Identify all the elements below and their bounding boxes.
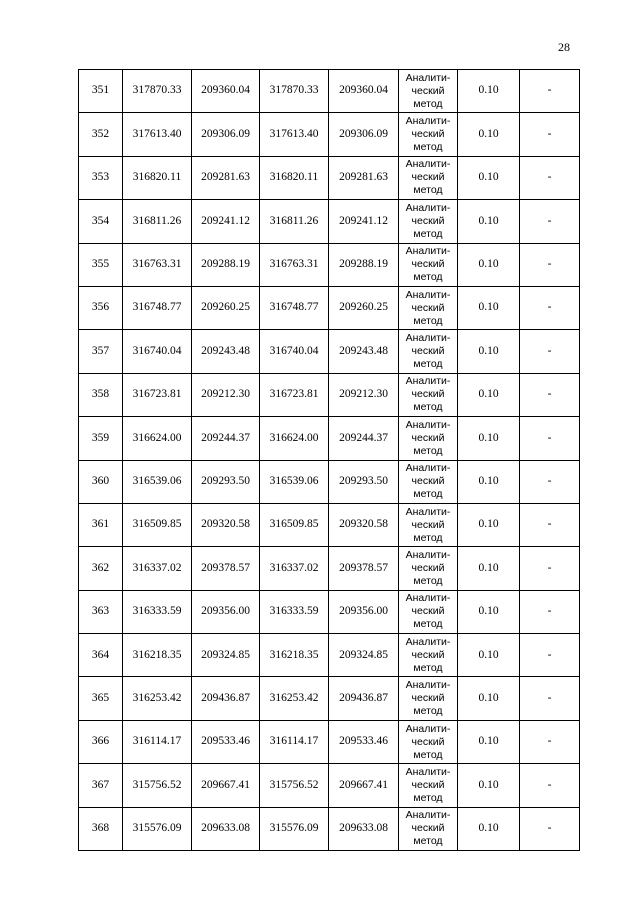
- x-coordinate-cell: 316539.06: [123, 460, 192, 503]
- x-coordinate-cell: 317870.33: [123, 70, 192, 113]
- x-coordinate-2-cell: 316114.17: [260, 720, 329, 763]
- method-cell: [399, 677, 458, 720]
- x-coordinate-2-cell: 316811.26: [260, 200, 329, 243]
- x-coordinate-2-cell: 316509.85: [260, 503, 329, 546]
- point-number-cell: 352: [79, 113, 123, 156]
- method-text-line: ческий: [411, 735, 445, 748]
- method-cell: [399, 547, 458, 590]
- method-text-line: ческий: [411, 128, 445, 141]
- method-text-line: метод: [413, 358, 443, 371]
- note-cell: -: [520, 286, 580, 329]
- x-coordinate-2-cell: 316740.04: [260, 330, 329, 373]
- point-number-cell: 357: [79, 330, 123, 373]
- table-row: [79, 547, 580, 590]
- method-text-line: Аналити-: [405, 809, 451, 822]
- y-coordinate-cell: 209293.50: [192, 460, 260, 503]
- accuracy-cell: 0.10: [458, 286, 520, 329]
- accuracy-cell: 0.10: [458, 417, 520, 460]
- method-text-line: ческий: [411, 518, 445, 531]
- method-cell: [399, 70, 458, 113]
- y-coordinate-cell: 209288.19: [192, 243, 260, 286]
- method-text-line: метод: [413, 227, 443, 240]
- accuracy-cell: 0.10: [458, 677, 520, 720]
- y-coordinate-cell: 209244.37: [192, 417, 260, 460]
- method-text-line: ческий: [411, 605, 445, 618]
- method-text-line: метод: [413, 661, 443, 674]
- table-row: [79, 720, 580, 763]
- note-cell: -: [520, 373, 580, 416]
- method-text-line: ческий: [411, 171, 445, 184]
- note-cell: -: [520, 634, 580, 677]
- point-number-cell: 355: [79, 243, 123, 286]
- table-body: [79, 70, 580, 851]
- y-coordinate-cell: 209667.41: [192, 764, 260, 807]
- accuracy-cell: 0.10: [458, 70, 520, 113]
- method-text-line: метод: [413, 401, 443, 414]
- y-coordinate-2-cell: 209260.25: [329, 286, 399, 329]
- method-cell: [399, 286, 458, 329]
- table-row: [79, 70, 580, 113]
- y-coordinate-2-cell: 209356.00: [329, 590, 399, 633]
- y-coordinate-cell: 209306.09: [192, 113, 260, 156]
- method-text-line: Аналити-: [405, 592, 451, 605]
- note-cell: -: [520, 113, 580, 156]
- method-cell: [399, 373, 458, 416]
- accuracy-cell: 0.10: [458, 720, 520, 763]
- note-cell: -: [520, 590, 580, 633]
- table-row: [79, 503, 580, 546]
- x-coordinate-2-cell: 317870.33: [260, 70, 329, 113]
- point-number-cell: 360: [79, 460, 123, 503]
- method-text-line: Аналити-: [405, 115, 451, 128]
- accuracy-cell: 0.10: [458, 634, 520, 677]
- method-cell: [399, 200, 458, 243]
- table-row: [79, 634, 580, 677]
- method-text-line: ческий: [411, 648, 445, 661]
- note-cell: -: [520, 70, 580, 113]
- table-row: [79, 243, 580, 286]
- method-text-line: ческий: [411, 431, 445, 444]
- table-row: [79, 677, 580, 720]
- method-text-line: метод: [413, 618, 443, 631]
- x-coordinate-cell: 316748.77: [123, 286, 192, 329]
- method-text-line: метод: [413, 531, 443, 544]
- method-text-line: метод: [413, 141, 443, 154]
- y-coordinate-2-cell: 209533.46: [329, 720, 399, 763]
- y-coordinate-2-cell: 209244.37: [329, 417, 399, 460]
- accuracy-cell: 0.10: [458, 503, 520, 546]
- table-row: [79, 113, 580, 156]
- x-coordinate-2-cell: 316763.31: [260, 243, 329, 286]
- x-coordinate-2-cell: 316748.77: [260, 286, 329, 329]
- method-cell: [399, 503, 458, 546]
- method-text-line: метод: [413, 835, 443, 848]
- note-cell: -: [520, 330, 580, 373]
- accuracy-cell: 0.10: [458, 200, 520, 243]
- method-cell: [399, 590, 458, 633]
- y-coordinate-2-cell: 209324.85: [329, 634, 399, 677]
- method-text-line: метод: [413, 97, 443, 110]
- point-number-cell: 364: [79, 634, 123, 677]
- y-coordinate-2-cell: 209288.19: [329, 243, 399, 286]
- y-coordinate-cell: 209360.04: [192, 70, 260, 113]
- page-number: 28: [558, 40, 570, 54]
- method-text-line: ческий: [411, 214, 445, 227]
- y-coordinate-2-cell: 209360.04: [329, 70, 399, 113]
- table-row: [79, 417, 580, 460]
- table-row: [79, 764, 580, 807]
- method-text-line: Аналити-: [405, 505, 451, 518]
- y-coordinate-cell: 209356.00: [192, 590, 260, 633]
- y-coordinate-cell: 209533.46: [192, 720, 260, 763]
- y-coordinate-2-cell: 209243.48: [329, 330, 399, 373]
- note-cell: -: [520, 677, 580, 720]
- method-cell: [399, 720, 458, 763]
- accuracy-cell: 0.10: [458, 330, 520, 373]
- y-coordinate-cell: 209324.85: [192, 634, 260, 677]
- method-text-line: Аналити-: [405, 679, 451, 692]
- point-number-cell: 361: [79, 503, 123, 546]
- method-text-line: Аналити-: [405, 288, 451, 301]
- y-coordinate-2-cell: 209306.09: [329, 113, 399, 156]
- point-number-cell: 362: [79, 547, 123, 590]
- method-text-line: метод: [413, 574, 443, 587]
- accuracy-cell: 0.10: [458, 373, 520, 416]
- method-cell: [399, 460, 458, 503]
- method-cell: [399, 243, 458, 286]
- note-cell: -: [520, 417, 580, 460]
- method-text-line: ческий: [411, 84, 445, 97]
- method-cell: [399, 807, 458, 850]
- method-text-line: ческий: [411, 345, 445, 358]
- method-text-line: ческий: [411, 301, 445, 314]
- x-coordinate-cell: 316624.00: [123, 417, 192, 460]
- method-text-line: метод: [413, 748, 443, 761]
- point-number-cell: 368: [79, 807, 123, 850]
- y-coordinate-cell: 209633.08: [192, 807, 260, 850]
- note-cell: -: [520, 807, 580, 850]
- y-coordinate-cell: 209243.48: [192, 330, 260, 373]
- method-text-line: ческий: [411, 822, 445, 835]
- point-number-cell: 351: [79, 70, 123, 113]
- x-coordinate-2-cell: 317613.40: [260, 113, 329, 156]
- y-coordinate-2-cell: 209281.63: [329, 156, 399, 199]
- x-coordinate-2-cell: 316723.81: [260, 373, 329, 416]
- y-coordinate-2-cell: 209293.50: [329, 460, 399, 503]
- y-coordinate-cell: 209260.25: [192, 286, 260, 329]
- point-number-cell: 367: [79, 764, 123, 807]
- table-row: [79, 373, 580, 416]
- x-coordinate-2-cell: 315756.52: [260, 764, 329, 807]
- x-coordinate-cell: 316218.35: [123, 634, 192, 677]
- x-coordinate-cell: 316763.31: [123, 243, 192, 286]
- method-cell: [399, 113, 458, 156]
- method-text-line: Аналити-: [405, 635, 451, 648]
- accuracy-cell: 0.10: [458, 113, 520, 156]
- y-coordinate-2-cell: 209633.08: [329, 807, 399, 850]
- note-cell: -: [520, 503, 580, 546]
- method-text-line: Аналити-: [405, 722, 451, 735]
- method-text-line: Аналити-: [405, 375, 451, 388]
- x-coordinate-2-cell: 316624.00: [260, 417, 329, 460]
- y-coordinate-2-cell: 209320.58: [329, 503, 399, 546]
- method-text-line: Аналити-: [405, 332, 451, 345]
- note-cell: -: [520, 764, 580, 807]
- accuracy-cell: 0.10: [458, 156, 520, 199]
- note-cell: -: [520, 720, 580, 763]
- method-text-line: Аналити-: [405, 462, 451, 475]
- point-number-cell: 353: [79, 156, 123, 199]
- method-text-line: ческий: [411, 692, 445, 705]
- method-text-line: ческий: [411, 778, 445, 791]
- table-row: [79, 460, 580, 503]
- method-text-line: метод: [413, 444, 443, 457]
- method-text-line: ческий: [411, 388, 445, 401]
- accuracy-cell: 0.10: [458, 807, 520, 850]
- method-text-line: ческий: [411, 258, 445, 271]
- accuracy-cell: 0.10: [458, 764, 520, 807]
- point-number-cell: 366: [79, 720, 123, 763]
- method-text-line: метод: [413, 184, 443, 197]
- y-coordinate-cell: 209436.87: [192, 677, 260, 720]
- x-coordinate-cell: 315576.09: [123, 807, 192, 850]
- table-row: [79, 807, 580, 850]
- accuracy-cell: 0.10: [458, 590, 520, 633]
- method-cell: [399, 417, 458, 460]
- method-text-line: метод: [413, 791, 443, 804]
- coordinates-table: [78, 69, 580, 851]
- note-cell: -: [520, 156, 580, 199]
- method-text-line: Аналити-: [405, 71, 451, 84]
- method-text-line: Аналити-: [405, 765, 451, 778]
- x-coordinate-cell: 316333.59: [123, 590, 192, 633]
- point-number-cell: 365: [79, 677, 123, 720]
- method-text-line: Аналити-: [405, 418, 451, 431]
- method-text-line: метод: [413, 271, 443, 284]
- method-cell: [399, 330, 458, 373]
- note-cell: -: [520, 200, 580, 243]
- note-cell: -: [520, 460, 580, 503]
- point-number-cell: 359: [79, 417, 123, 460]
- point-number-cell: 358: [79, 373, 123, 416]
- note-cell: -: [520, 243, 580, 286]
- x-coordinate-cell: 316723.81: [123, 373, 192, 416]
- x-coordinate-2-cell: 316337.02: [260, 547, 329, 590]
- method-text-line: ческий: [411, 475, 445, 488]
- method-text-line: ческий: [411, 561, 445, 574]
- y-coordinate-cell: 209212.30: [192, 373, 260, 416]
- table-row: [79, 156, 580, 199]
- x-coordinate-2-cell: 316539.06: [260, 460, 329, 503]
- accuracy-cell: 0.10: [458, 460, 520, 503]
- x-coordinate-cell: 316740.04: [123, 330, 192, 373]
- x-coordinate-cell: 316820.11: [123, 156, 192, 199]
- point-number-cell: 356: [79, 286, 123, 329]
- accuracy-cell: 0.10: [458, 547, 520, 590]
- x-coordinate-2-cell: 315576.09: [260, 807, 329, 850]
- y-coordinate-cell: 209320.58: [192, 503, 260, 546]
- method-cell: [399, 764, 458, 807]
- method-text-line: метод: [413, 488, 443, 501]
- y-coordinate-2-cell: 209436.87: [329, 677, 399, 720]
- table-row: [79, 286, 580, 329]
- method-text-line: метод: [413, 314, 443, 327]
- point-number-cell: 363: [79, 590, 123, 633]
- note-cell: -: [520, 547, 580, 590]
- x-coordinate-cell: 317613.40: [123, 113, 192, 156]
- x-coordinate-2-cell: 316253.42: [260, 677, 329, 720]
- method-text-line: Аналити-: [405, 245, 451, 258]
- y-coordinate-2-cell: 209241.12: [329, 200, 399, 243]
- method-cell: [399, 156, 458, 199]
- x-coordinate-cell: 316811.26: [123, 200, 192, 243]
- table-row: [79, 200, 580, 243]
- x-coordinate-cell: 315756.52: [123, 764, 192, 807]
- y-coordinate-2-cell: 209378.57: [329, 547, 399, 590]
- table-row: [79, 330, 580, 373]
- y-coordinate-cell: 209378.57: [192, 547, 260, 590]
- method-text-line: Аналити-: [405, 158, 451, 171]
- x-coordinate-cell: 316114.17: [123, 720, 192, 763]
- y-coordinate-cell: 209281.63: [192, 156, 260, 199]
- x-coordinate-cell: 316509.85: [123, 503, 192, 546]
- method-text-line: Аналити-: [405, 201, 451, 214]
- y-coordinate-2-cell: 209667.41: [329, 764, 399, 807]
- point-number-cell: 354: [79, 200, 123, 243]
- method-cell: [399, 634, 458, 677]
- accuracy-cell: 0.10: [458, 243, 520, 286]
- y-coordinate-cell: 209241.12: [192, 200, 260, 243]
- method-text-line: Аналити-: [405, 548, 451, 561]
- x-coordinate-2-cell: 316218.35: [260, 634, 329, 677]
- y-coordinate-2-cell: 209212.30: [329, 373, 399, 416]
- x-coordinate-cell: 316253.42: [123, 677, 192, 720]
- table-row: [79, 590, 580, 633]
- x-coordinate-2-cell: 316820.11: [260, 156, 329, 199]
- x-coordinate-cell: 316337.02: [123, 547, 192, 590]
- method-text-line: метод: [413, 705, 443, 718]
- x-coordinate-2-cell: 316333.59: [260, 590, 329, 633]
